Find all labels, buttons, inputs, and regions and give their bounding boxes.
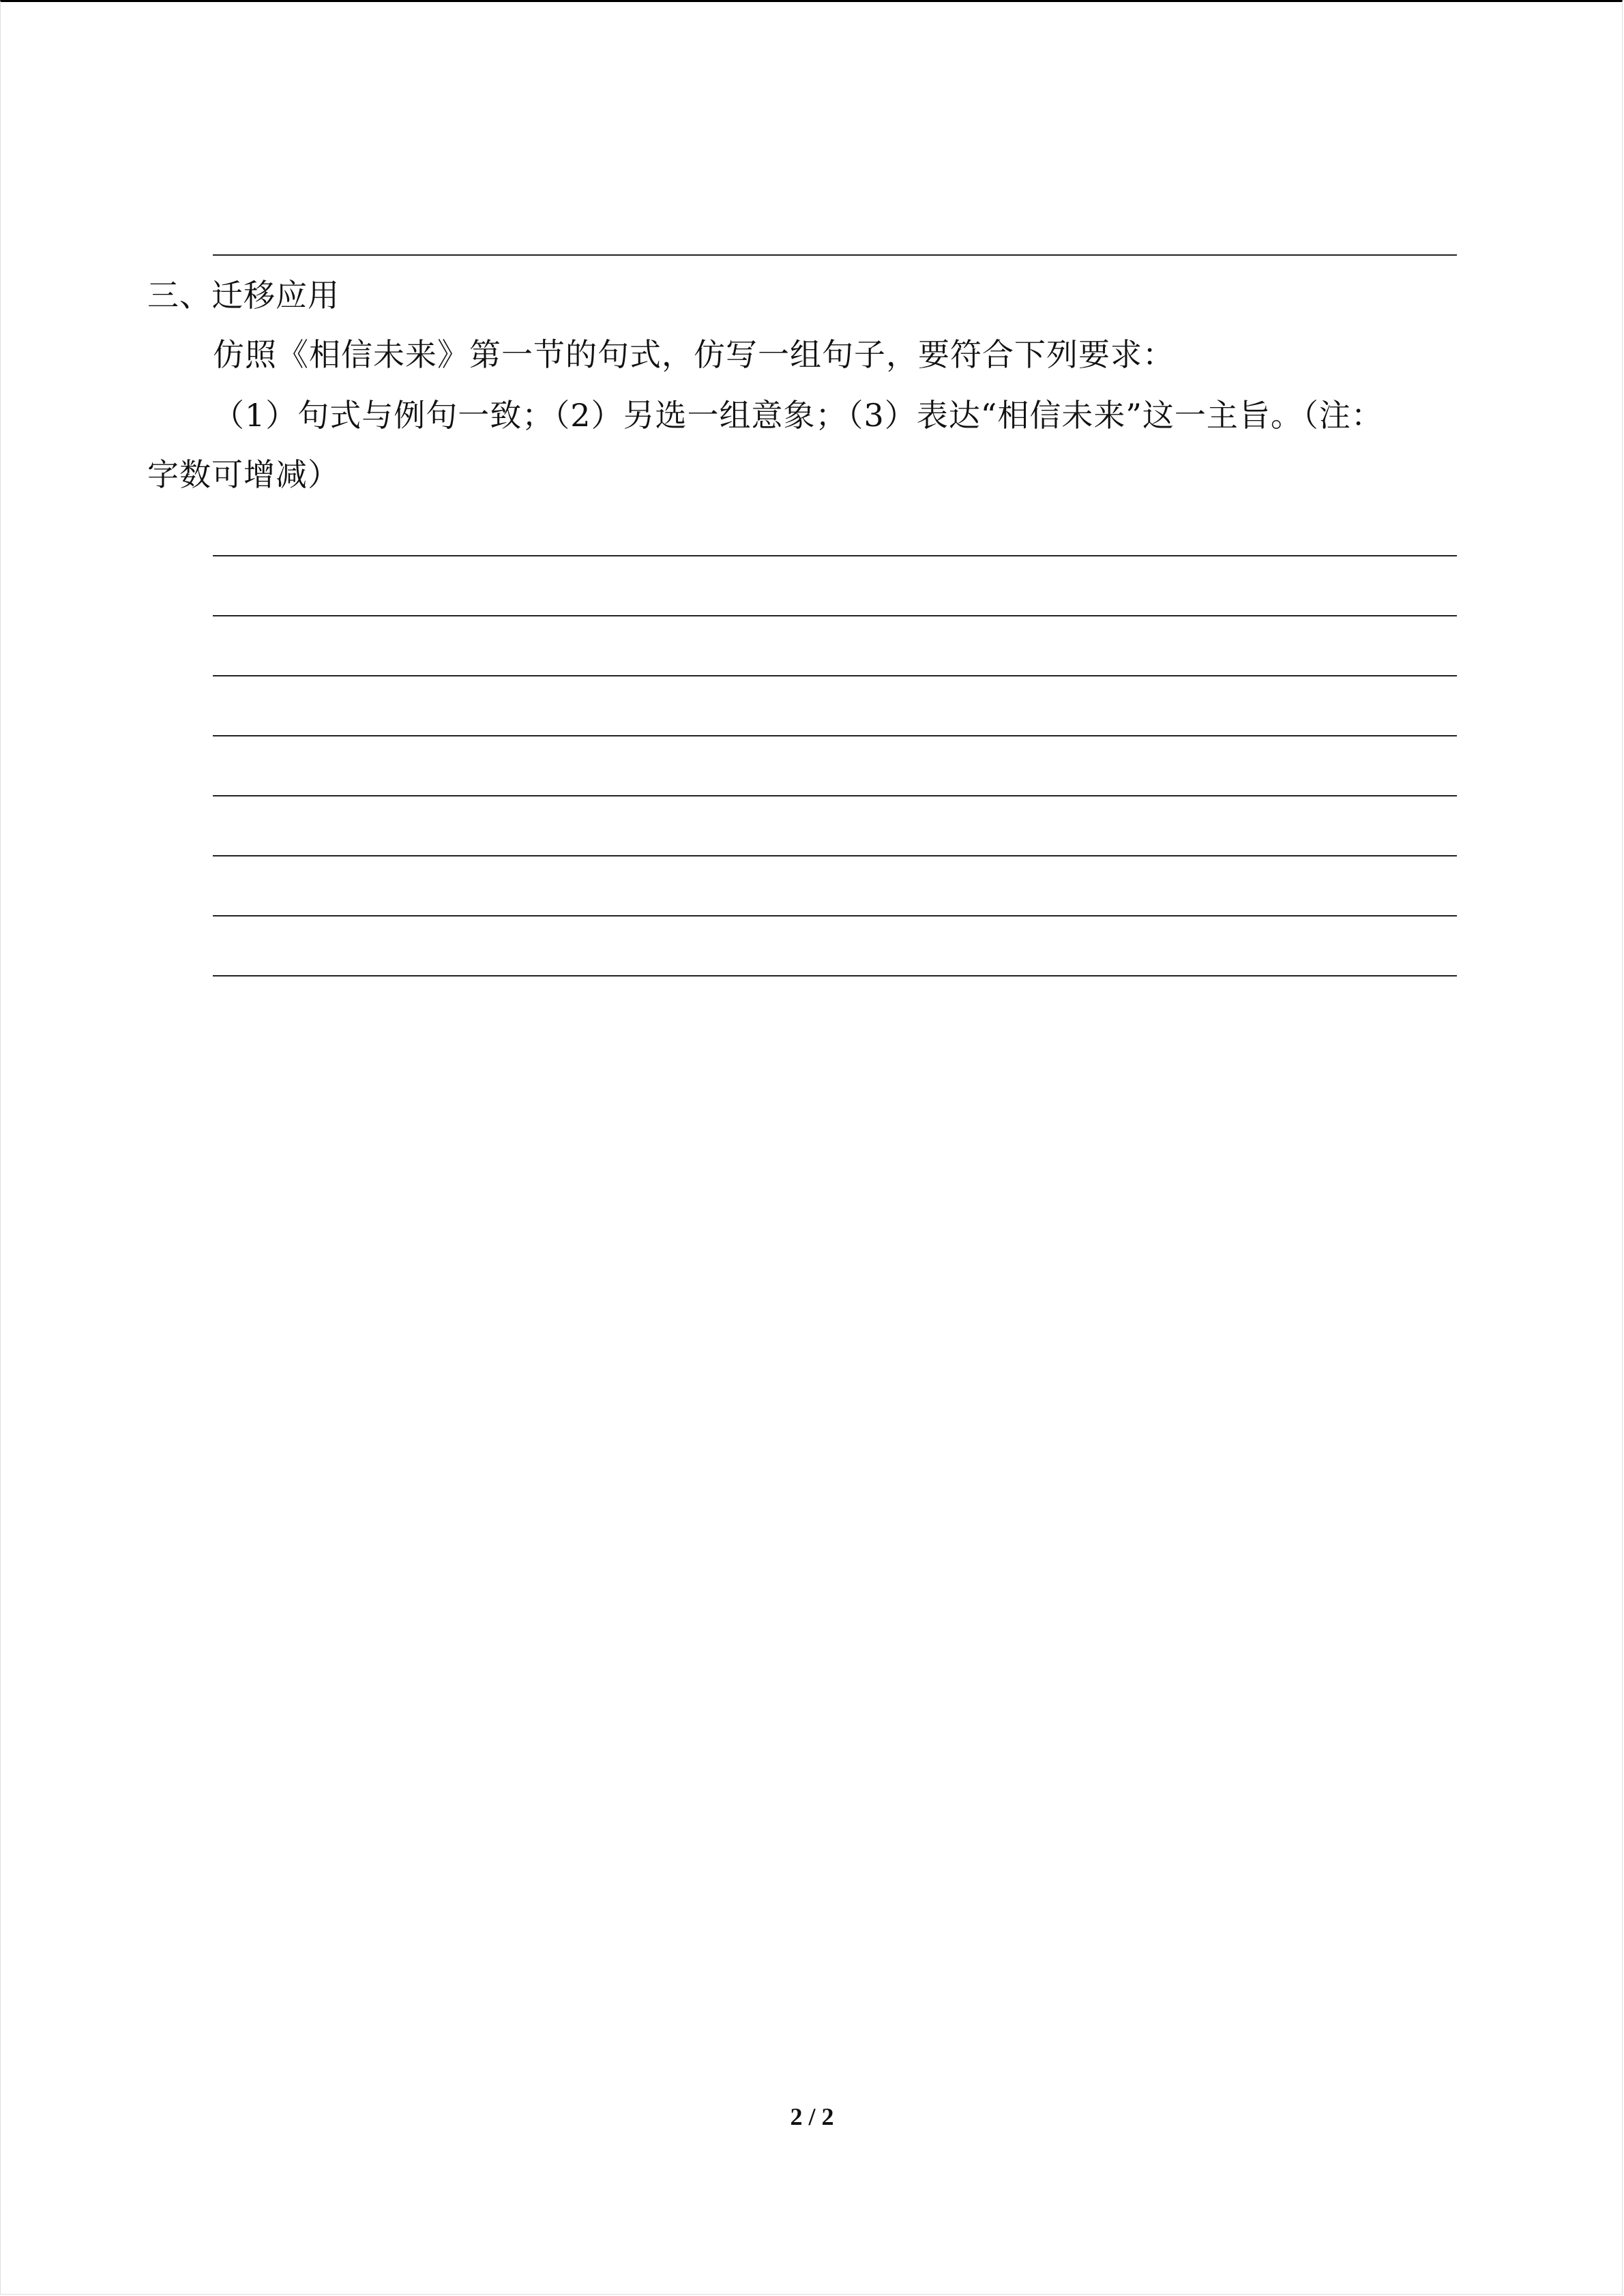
requirements-text-continued: 字数可增减） — [147, 456, 340, 493]
answer-line — [213, 555, 1457, 556]
answer-line — [213, 735, 1457, 736]
answer-line — [213, 975, 1457, 976]
answer-line-previous — [213, 254, 1457, 256]
answer-line — [213, 675, 1457, 676]
instruction-text: 仿照《相信未来》第一节的句式，仿写一组句子，要符合下列要求： — [213, 336, 1175, 373]
requirements-text: （1）句式与例句一致；（2）另选一组意象；（3）表达“相信未来”这一主旨。（注： — [213, 397, 1383, 434]
answer-line — [213, 615, 1457, 616]
section-heading: 三、迁移应用 — [147, 277, 340, 314]
answer-line — [213, 795, 1457, 796]
page-number: 2 / 2 — [790, 2103, 834, 2130]
answer-line — [213, 915, 1457, 916]
answer-line — [213, 855, 1457, 856]
